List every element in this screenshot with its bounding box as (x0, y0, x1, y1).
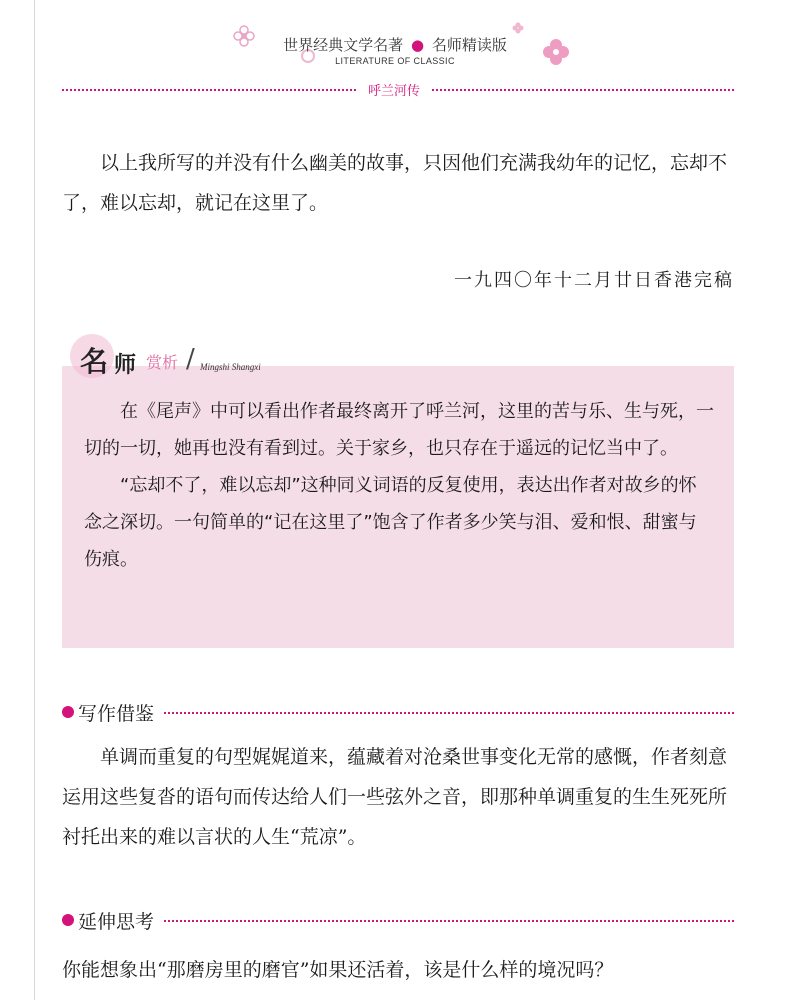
analysis-paragraph: “忘却不了，难以忘却”这种同义词语的反复使用，表达出作者对故乡的怀念之深切。一句简单的“记在这里了”饱含了作者多少笑与泪、爱和恨、甜蜜与伤痕。 (84, 475, 697, 570)
section-label: 写作借鉴 (78, 699, 162, 726)
badge-english: Mingshi Shangxi (200, 362, 261, 372)
section-label: 延伸思考 (78, 907, 162, 934)
header-divider-left (62, 89, 356, 91)
badge-char-ming: 名 (80, 345, 109, 378)
page-edge (34, 0, 35, 1000)
thinking-question: 你能想象出“那磨房里的磨官”如果还活着，该是什么样的境况吗？ (62, 959, 614, 981)
series-edition: 名师精读版 (431, 36, 507, 54)
bullet-icon: ● (410, 36, 425, 54)
analysis-text (84, 393, 714, 578)
body-paragraph: 以上我所写的并没有什么幽美的故事，只因他们充满我幼年的记忆，忘却不了，难以忘却，就记在这里了。 (62, 152, 728, 214)
flower-icon (512, 22, 524, 34)
analysis-heading (70, 334, 310, 382)
writing-paragraph: 单调而重复的句型娓娓道来，蕴藏着对沧桑世事变化无常的感慨，作者刻意运用这些复沓的语句而传达给人们一些弦外之音，即那种单调重复的生生死死所衬托出来的难以言状的人生“荒凉”。 (62, 746, 728, 848)
signature-date: 一九四〇年十二月廿日香港完稿 (454, 270, 734, 291)
badge-shangxi: 赏析 (146, 353, 179, 372)
section-divider (160, 920, 734, 922)
section-divider (160, 712, 734, 714)
series-title: 世界经典文学名著 (283, 36, 404, 54)
series-subtitle: LITERATURE OF CLASSIC (335, 56, 455, 66)
book-title: 呼兰河传 (356, 80, 432, 99)
page-header (0, 0, 790, 110)
slash-divider: / (186, 344, 195, 374)
bullet-icon (62, 914, 74, 926)
bullet-icon (62, 706, 74, 718)
analysis-paragraph: 在《尾声》中可以看出作者最终离开了呼兰河，这里的苦与乐、生与死，一切的一切，她再也没有看到过。关于家乡，也只存在于遥远的记忆当中了。 (84, 401, 714, 459)
badge-char-shi: 师 (114, 352, 137, 378)
series-title-line (0, 34, 790, 55)
header-divider-right (432, 89, 734, 91)
